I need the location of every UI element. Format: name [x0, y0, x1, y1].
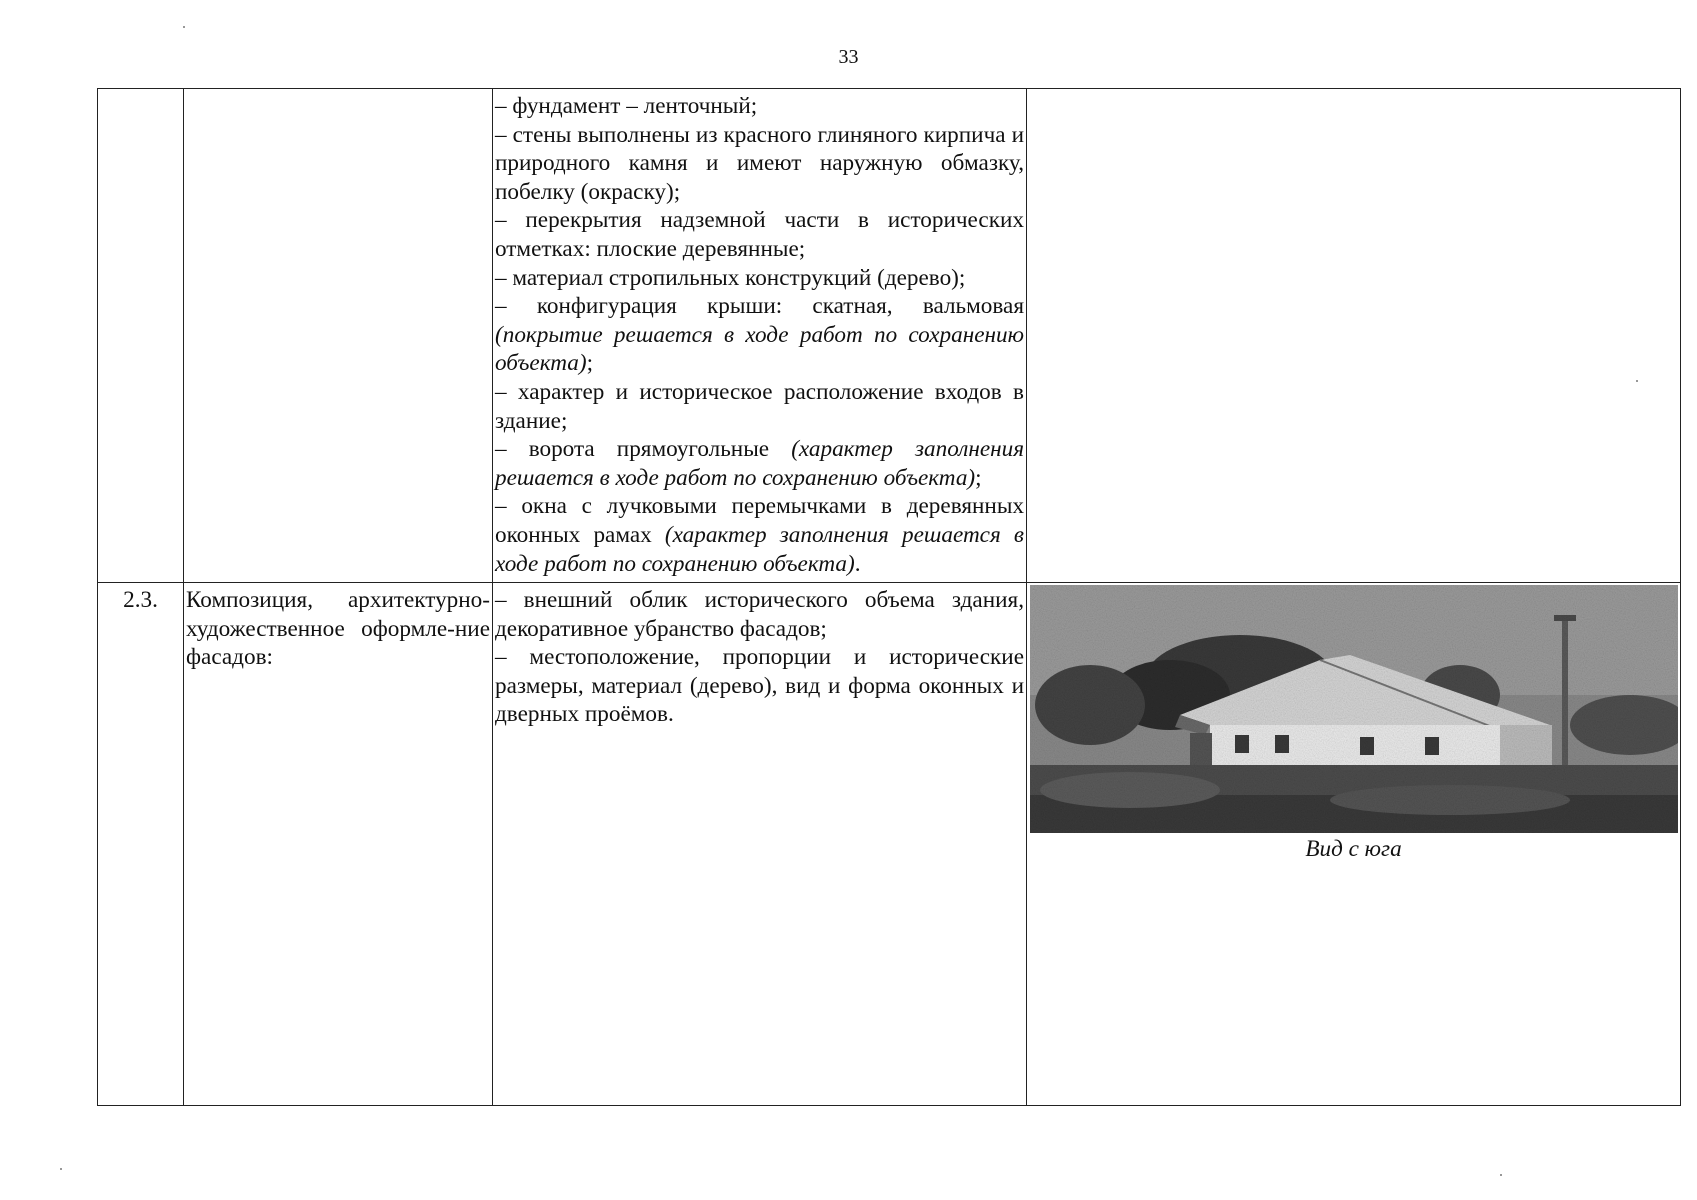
protection-subject-table: [97, 88, 1681, 1106]
list-item: [495, 264, 1024, 293]
list-item: [495, 643, 1024, 729]
list-item: [495, 435, 1024, 492]
building-photo: [1030, 585, 1678, 833]
element-name-cell: [184, 583, 493, 1106]
item-list: [495, 586, 1024, 729]
photo-cell: [1027, 89, 1681, 583]
item-note: (покрытие решается в ходе работ по сохранению объекта): [495, 321, 1024, 377]
item-text: – характер и историческое расположение входов в здание;: [495, 378, 1024, 434]
table-row: [98, 89, 1681, 583]
page-number: 33: [838, 46, 859, 68]
item-text: – окна с лучковыми перемычками в деревянных оконных рамах: [495, 493, 1024, 548]
row-number-cell: [98, 89, 184, 583]
item-text: – местоположение, пропорции и исторические размеры, материал (дерево), вид и форма оконных и дверных проёмов.: [495, 644, 1024, 728]
item-text: – материал стропильных конструкций (дерево);: [495, 264, 966, 291]
list-item: [495, 586, 1024, 643]
photo-caption: Вид с юга: [1305, 836, 1402, 862]
item-note: (характер заполнения решается в ходе работ по сохранению объекта): [495, 521, 1024, 577]
item-text: – фундамент – ленточный;: [495, 93, 758, 119]
item-text: – перекрытия надземной части в исторических отметках: плоские деревянные;: [495, 207, 1024, 262]
list-item: [495, 492, 1024, 578]
list-item: [495, 378, 1024, 435]
item-end: .: [854, 550, 861, 577]
description-cell: [493, 89, 1027, 583]
table-row: [98, 583, 1681, 1106]
description-cell: [493, 583, 1027, 1106]
item-text: – внешний облик исторического объема здания, декоративное убранство фасадов;: [495, 587, 1024, 642]
item-note: (характер заполнения решается в ходе работ по сохранению объекта): [495, 436, 1024, 491]
item-text: – конфигурация крыши: скатная, вальмовая: [495, 293, 1024, 320]
item-list: [495, 92, 1024, 578]
item-text: – ворота прямоугольные: [495, 436, 792, 463]
row-number: 2.3.: [98, 583, 184, 1106]
list-item: [495, 92, 1024, 121]
item-end: ;: [586, 350, 594, 377]
element-name: Композиция, архитектурно-художественное оформле-ние фасадов:: [186, 587, 490, 671]
photo-cell: [1027, 583, 1681, 1106]
element-name-cell: [184, 89, 493, 583]
list-item: [495, 292, 1024, 378]
item-end: ;: [975, 464, 982, 491]
list-item: [495, 121, 1024, 207]
list-item: [495, 206, 1024, 263]
item-text: – стены выполнены из красного глиняного кирпича и природного камня и имеют наружную обмазку, побелку (окраску);: [495, 121, 1024, 205]
